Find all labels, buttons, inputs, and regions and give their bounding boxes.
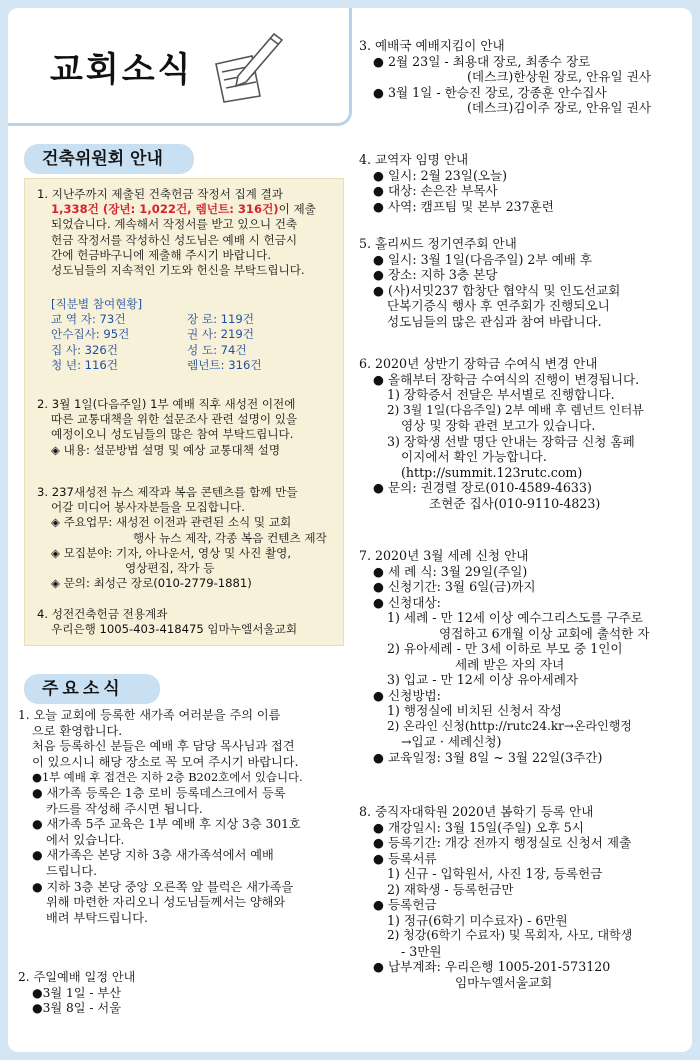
text-line: ● 문의: 권경렬 장로(010-4589-4633): [373, 480, 592, 495]
text-line: 단복기증식 행사 후 연주회가 진행되오니: [387, 298, 610, 313]
text-line: 3) 장학생 선발 명단 안내는 장학금 신청 홈페: [387, 433, 635, 449]
header-box: [8, 8, 352, 126]
text-line: ● 새가족 등록은 1층 로비 등록데스크에서 등록: [32, 785, 286, 800]
text-line: 성도님들의 지속적인 기도와 헌신을 부탁드립니다.: [51, 263, 305, 278]
text-line: ● 신청대상:: [373, 594, 441, 610]
text-line: 1) 정규(6학기 미수료자) - 6만원: [387, 912, 568, 928]
text-line: ●1부 예배 후 접견은 지하 2층 B202호에서 있습니다.: [32, 770, 303, 785]
text-line: 헌금 작정서를 작성하신 성도님은 예배 시 헌금시: [51, 232, 298, 247]
worship-guard-section: [359, 38, 651, 116]
concert-section: [359, 236, 620, 329]
text-line: 2) 재학생 - 등록헌금만: [387, 881, 514, 897]
text-line: ● (사)서밋237 합창단 협약식 및 인도선교회: [373, 282, 621, 298]
text-line: 이지에서 확인 가능합니다.: [401, 449, 547, 464]
participation-status: [51, 297, 262, 373]
text-line: 2) 유아세례 - 만 3세 이하로 부모 중 1인이: [387, 641, 623, 656]
text-line: 조현준 집사(010-9110-4823): [429, 495, 601, 511]
submission-count: 1,338건 (장년: 1,022건, 렘넌트: 316건): [51, 202, 279, 217]
text-line: 이 제출: [278, 202, 316, 217]
building-item-1: [37, 187, 316, 278]
section-title: 4. 교역자 임명 안내: [359, 152, 469, 167]
text-line: 세례 받은 자의 자녀: [455, 656, 565, 672]
building-committee-box: [24, 178, 344, 646]
text-line: ● 세 례 식: 3월 29일(주일): [373, 563, 528, 579]
text-line: 1. 지난주까지 제출된 건축헌금 작정서 집계 결과: [37, 187, 283, 201]
text-line: 간에 헌금바구니에 제출해 주시기 바랍니다.: [51, 247, 272, 262]
scholarship-url: (http://summit.123rutc.com): [401, 464, 583, 480]
text-line: ● 개강일시: 3월 15일(주일) 오후 5시: [373, 819, 584, 835]
building-item-3: [37, 485, 327, 591]
building-item-2: [37, 397, 297, 458]
text-line: 카드를 작성해 주시면 됩니다.: [46, 801, 203, 816]
section-title: 5. 홀리씨드 정기연주회 안내: [359, 236, 517, 251]
scholarship-section: [359, 356, 644, 511]
bulletin-page: [8, 8, 692, 1052]
text-line: - 3만원: [401, 943, 442, 959]
text-line: →입교 · 세례신청): [401, 734, 502, 749]
graduate-school-section: [359, 804, 632, 990]
text-line: 어갈 미디어 봉사자분들을 모집합니다.: [51, 500, 245, 515]
participation-cell: 장 로: 119건: [187, 312, 255, 327]
text-line: 1. 오늘 교회에 등록한 새가족 여러분을 주의 이름: [18, 708, 281, 722]
left-column: [8, 8, 352, 1052]
text-line: 3. 237새성전 뉴스 제작과 복음 콘텐츠를 함께 만들: [37, 485, 298, 499]
participation-cell: 렘넌트: 316건: [187, 357, 262, 372]
text-line: 2) 온라인 신청(http://rutc24.kr→온라인행정: [387, 718, 632, 733]
text-line: ● 일시: 2월 23일(오늘): [373, 167, 508, 183]
text-line: 배려 부탁드립니다.: [46, 910, 148, 925]
text-line: ● 새가족 5주 교육은 1부 예배 후 지상 3층 301호: [32, 817, 301, 832]
building-item-4: [37, 607, 297, 637]
text-line: 2. 주일예배 일정 안내: [18, 970, 136, 984]
text-line: ◈ 모집분야: 기자, 아나운서, 영상 및 사진 촬영,: [51, 545, 292, 560]
text-line: 되었습니다. 계속해서 작정서를 받고 있으니 건축: [51, 217, 298, 232]
text-line: ● 올해부터 장학금 수여식의 진행이 변경됩니다.: [373, 371, 640, 387]
section-title: 8. 중직자대학원 2020년 봄학기 등록 안내: [359, 804, 594, 819]
text-line: ● 2월 23일 - 최용대 장로, 최종수 장로: [373, 53, 591, 69]
text-line: 드립니다.: [46, 863, 97, 878]
major-item-2: [18, 970, 135, 1017]
text-line: 에서 있습니다.: [46, 832, 125, 847]
text-line: ● 등록헌금: [373, 897, 437, 912]
text-line: ●3월 1일 - 부산: [32, 985, 121, 1000]
text-line: ● 지하 3층 본당 중앙 오른쪽 앞 블럭은 새가족을: [32, 879, 294, 894]
text-line: ● 신청기간: 3월 6일(금)까지: [373, 579, 536, 594]
baptism-section: [359, 548, 650, 765]
text-line: ◈ 문의: 최성근 장로(010-2779-1881): [51, 576, 252, 591]
text-line: 성도님들의 많은 관심과 참여 바랍니다.: [387, 313, 602, 329]
text-line: 4. 성전건축헌금 전용계좌: [37, 607, 168, 621]
text-line: ● 새가족은 본당 지하 3층 새가족석에서 예배: [32, 848, 274, 863]
right-column: [359, 38, 692, 1038]
bank-account: 우리은행 1005-403-418475 임마누엘서울교회: [51, 622, 298, 637]
text-line: 영상 및 장학 관련 보고가 있습니다.: [401, 418, 596, 433]
text-line: ● 사역: 캠프팀 및 본부 237훈련: [373, 198, 554, 214]
text-line: ● 교육일정: 3월 8일 ~ 3월 22일(3주간): [373, 749, 603, 765]
text-line: 2. 3월 1일(다음주일) 1부 예배 직후 새성전 이전에: [37, 397, 296, 411]
text-line: 처음 등록하신 분들은 예배 후 담당 목사님과 접견: [32, 739, 295, 754]
section-title: 3. 예배국 예배지킴이 안내: [359, 38, 505, 53]
participation-cell: 안수집사: 95건: [51, 327, 130, 342]
text-line: 1) 행정실에 비치된 신청서 작성: [387, 703, 562, 718]
text-line: 영상편집, 작가 등: [125, 561, 215, 576]
text-line: 2) 3월 1일(다음주일) 2부 예배 후 렘넌트 인터뷰: [387, 402, 644, 417]
text-line: 이 있으시니 해당 장소로 꼭 모여 주시기 바랍니다.: [32, 754, 299, 769]
ministry-appointment-section: [359, 152, 554, 214]
participation-cell: 집 사: 326건: [51, 342, 119, 357]
section-title: 6. 2020년 상반기 장학금 수여식 변경 안내: [359, 356, 598, 371]
text-line: ● 대상: 손은잔 부목사: [373, 183, 498, 198]
text-line: 1) 신규 - 입학원서, 사진 1장, 등록헌금: [387, 866, 603, 881]
major-news-heading: 주요소식: [24, 674, 160, 704]
text-line: ● 신청방법:: [373, 687, 441, 703]
text-line: 따른 교통대책을 위한 설문조사 관련 설명이 있을: [51, 412, 298, 427]
text-line: ● 장소: 지하 3층 본당: [373, 267, 498, 282]
text-line: 임마누엘서울교회: [455, 974, 553, 990]
text-line: 위해 마련한 자리오니 성도님들께서는 양해와: [46, 895, 286, 910]
text-line: (데스크)김이주 장로, 안유일 권사: [467, 100, 651, 115]
text-line: 영접하고 6개월 이상 교회에 출석한 자: [439, 625, 650, 641]
text-line: ● 3월 1일 - 한승진 장로, 강종훈 안수집사: [373, 84, 607, 100]
text-line: ● 납부계좌: 우리은행 1005-201-573120: [373, 959, 611, 974]
notepad-pen-icon: [208, 26, 288, 110]
text-line: 1) 장학증서 전달은 부서별로 진행합니다.: [387, 387, 615, 402]
participation-title: [직분별 참여현황]: [51, 297, 143, 311]
text-line: ◈ 주요업무: 새성전 이전과 관련된 소식 및 교회: [51, 515, 292, 530]
text-line: 2) 청강(6학기 수료자) 및 목회자, 사모, 대학생: [387, 928, 633, 942]
text-line: ◈ 내용: 설문방법 설명 및 예상 교통대책 설명: [51, 442, 281, 457]
text-line: ● 등록기간: 개강 전까지 행정실로 신청서 제출: [373, 835, 632, 850]
page-title: 교회소식: [50, 50, 194, 90]
text-line: 예정이오니 성도님들의 많은 참여 부탁드립니다.: [51, 427, 294, 442]
text-line: 3) 입교 - 만 12세 이상 유아세례자: [387, 672, 579, 687]
participation-cell: 성 도: 74건: [187, 342, 247, 357]
participation-cell: 교 역 자: 73건: [51, 312, 126, 327]
participation-cell: 청 년: 116건: [51, 357, 119, 372]
text-line: 으로 환영합니다.: [32, 723, 123, 738]
major-item-1: [18, 708, 303, 926]
participation-cell: 권 사: 219건: [187, 327, 255, 342]
text-line: ●3월 8일 - 서울: [32, 1001, 121, 1016]
text-line: 1) 세례 - 만 12세 이상 예수그리스도를 구주로: [387, 610, 643, 625]
building-committee-heading: 건축위원회 안내: [24, 144, 194, 174]
text-line: 행사 뉴스 제작, 각종 복음 컨텐츠 제작: [133, 530, 327, 545]
section-title: 7. 2020년 3월 세례 신청 안내: [359, 548, 529, 563]
text-line: ● 등록서류: [373, 850, 437, 866]
text-line: ● 일시: 3월 1일(다음주일) 2부 예배 후: [373, 251, 593, 267]
text-line: (데스크)한상원 장로, 안유일 권사: [467, 69, 651, 84]
